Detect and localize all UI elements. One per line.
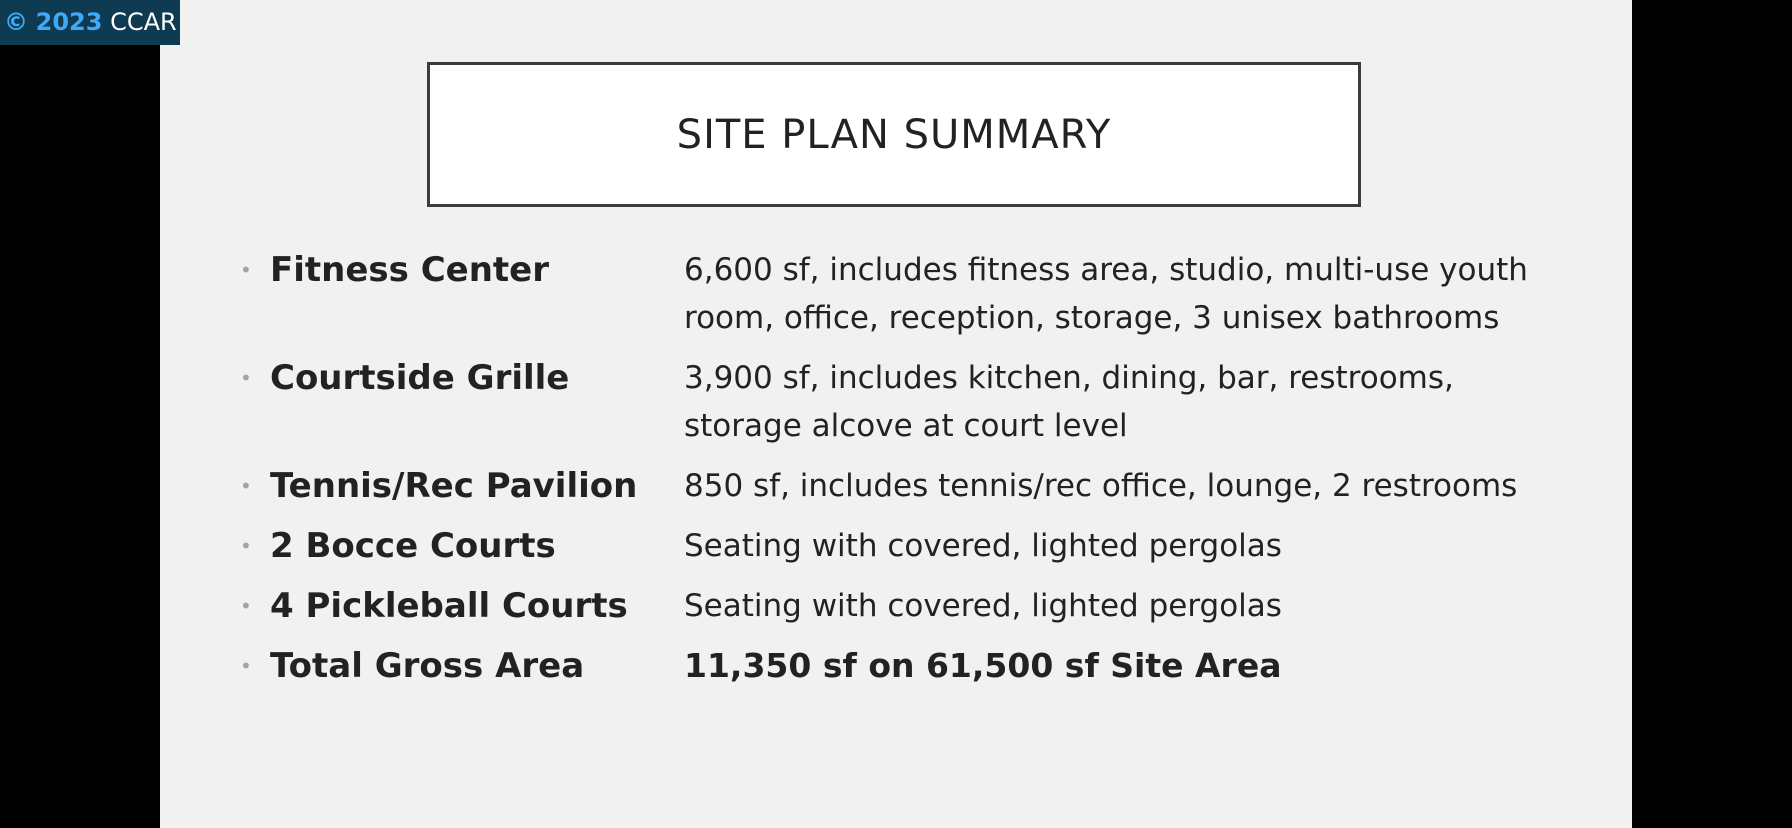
copyright-symbol: © <box>4 8 28 36</box>
summary-list <box>240 246 1580 702</box>
item-label: Courtside Grille <box>270 358 570 398</box>
bullet-icon: • <box>240 474 252 498</box>
item-label: Total Gross Area <box>270 646 585 686</box>
list-item <box>240 246 1580 342</box>
item-label: Fitness Center <box>270 250 550 290</box>
copyright-watermark <box>0 0 180 45</box>
list-item <box>240 642 1580 690</box>
item-description: Seating with covered, lighted pergolas <box>684 588 1282 624</box>
item-label: Tennis/Rec Pavilion <box>270 466 638 506</box>
copyright-org: CCAR <box>110 8 177 36</box>
list-item <box>240 522 1580 570</box>
bullet-icon: • <box>240 594 252 618</box>
item-description: 3,900 sf, includes kitchen, dining, bar, restrooms, storage alcove at court level <box>684 360 1454 444</box>
bullet-icon: • <box>240 654 252 678</box>
item-label: 4 Pickleball Courts <box>270 586 628 626</box>
list-item <box>240 462 1580 510</box>
presentation-slide <box>160 0 1632 828</box>
title-box <box>427 62 1361 207</box>
copyright-year: 2023 <box>35 8 103 36</box>
item-description: Seating with covered, lighted pergolas <box>684 528 1282 564</box>
list-item <box>240 354 1580 450</box>
item-description: 6,600 sf, includes fitness area, studio, multi-use youth room, office, reception, storage, 3 unisex bathrooms <box>684 252 1528 336</box>
slide-title: SITE PLAN SUMMARY <box>676 111 1112 158</box>
bullet-icon: • <box>240 534 252 558</box>
bullet-icon: • <box>240 366 252 390</box>
item-description: 850 sf, includes tennis/rec office, lounge, 2 restrooms <box>684 468 1518 504</box>
item-description: 11,350 sf on 61,500 sf Site Area <box>684 646 1282 685</box>
item-label: 2 Bocce Courts <box>270 526 556 566</box>
bullet-icon: • <box>240 258 252 282</box>
list-item <box>240 582 1580 630</box>
